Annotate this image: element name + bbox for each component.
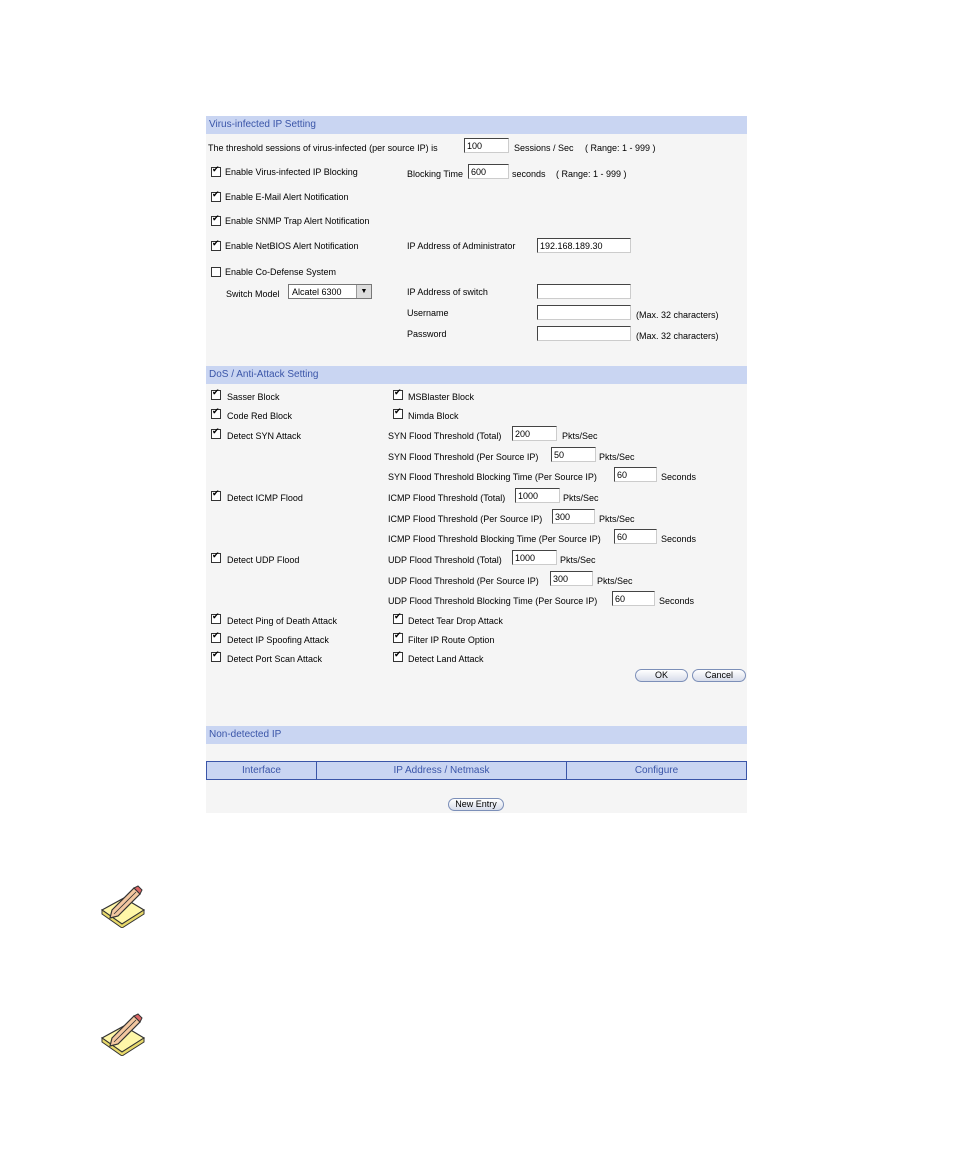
threshold-input[interactable] <box>464 138 509 153</box>
blocking-range: ( Range: 1 - 999 ) <box>556 169 627 179</box>
dropdown-arrow-icon[interactable]: ▼ <box>356 285 371 298</box>
icmp-src-label: ICMP Flood Threshold (Per Source IP) <box>388 514 543 524</box>
ping-death-checkbox[interactable] <box>211 614 221 624</box>
land-checkbox[interactable] <box>393 652 403 662</box>
username-input[interactable] <box>537 305 631 320</box>
syn-total-input[interactable] <box>512 426 557 441</box>
email-alert-label: Enable E-Mail Alert Notification <box>225 192 349 202</box>
syn-src-input[interactable] <box>551 447 596 462</box>
column-configure: Configure <box>634 765 679 776</box>
ping-death-label: Detect Ping of Death Attack <box>227 616 338 626</box>
codered-label: Code Red Block <box>227 411 293 421</box>
tear-drop-checkbox[interactable] <box>393 614 403 624</box>
icmp-checkbox[interactable] <box>211 491 221 501</box>
icmp-block-label: ICMP Flood Threshold Blocking Time (Per Source IP) <box>388 534 601 544</box>
cancel-button[interactable]: Cancel <box>692 669 746 682</box>
nondetected-section-header: Non-detected IP <box>206 726 747 744</box>
note-pencil-icon-2 <box>100 1012 146 1056</box>
land-label: Detect Land Attack <box>408 654 484 664</box>
syn-block-unit: Seconds <box>661 472 697 482</box>
syn-checkbox[interactable] <box>211 429 221 439</box>
switch-model-select[interactable] <box>288 284 372 299</box>
username-max-chars: (Max. 32 characters) <box>636 310 719 320</box>
note-pencil-icon <box>100 884 146 928</box>
ip-route-checkbox[interactable] <box>393 633 403 643</box>
ip-spoof-label: Detect IP Spoofing Attack <box>227 635 329 645</box>
codered-checkbox[interactable] <box>211 409 221 419</box>
port-scan-checkbox[interactable] <box>211 652 221 662</box>
column-interface: Interface <box>207 762 317 779</box>
udp-src-unit: Pkts/Sec <box>597 576 633 586</box>
icmp-src-unit: Pkts/Sec <box>599 514 635 524</box>
icmp-total-unit: Pkts/Sec <box>563 493 599 503</box>
udp-total-input[interactable] <box>512 550 557 565</box>
icmp-label: Detect ICMP Flood <box>227 493 303 503</box>
udp-total-unit: Pkts/Sec <box>560 555 596 565</box>
password-max-chars: (Max. 32 characters) <box>636 331 719 341</box>
udp-checkbox[interactable] <box>211 553 221 563</box>
admin-ip-label: IP Address of Administrator <box>407 241 516 251</box>
password-input[interactable] <box>537 326 631 341</box>
switch-model-label: Switch Model <box>226 289 280 299</box>
tear-drop-label: Detect Tear Drop Attack <box>408 616 503 626</box>
ok-button[interactable]: OK <box>635 669 688 682</box>
ip-route-label: Filter IP Route Option <box>408 635 495 645</box>
column-ip-netmask: IP Address / Netmask <box>317 762 567 779</box>
snmp-alert-checkbox[interactable] <box>211 216 221 226</box>
blocking-time-label: Blocking Time <box>407 169 464 179</box>
enable-blocking-checkbox[interactable] <box>211 167 221 177</box>
icmp-block-unit: Seconds <box>661 534 697 544</box>
new-entry-button[interactable]: New Entry <box>448 798 504 811</box>
udp-src-input[interactable] <box>550 571 593 586</box>
syn-total-unit: Pkts/Sec <box>562 431 598 441</box>
codefense-label: Enable Co-Defense System <box>225 267 337 277</box>
icmp-src-input[interactable] <box>552 509 595 524</box>
blocking-time-input[interactable] <box>468 164 509 179</box>
syn-block-label: SYN Flood Threshold Blocking Time (Per Source IP) <box>388 472 597 482</box>
admin-ip-input[interactable] <box>537 238 631 253</box>
enable-blocking-label: Enable Virus-infected IP Blocking <box>225 167 358 177</box>
msblaster-checkbox[interactable] <box>393 390 403 400</box>
threshold-unit: Sessions / Sec <box>514 143 574 153</box>
nondetected-table-header <box>206 761 747 780</box>
sasser-label: Sasser Block <box>227 392 280 402</box>
syn-block-input[interactable] <box>614 467 657 482</box>
password-label: Password <box>407 329 447 339</box>
udp-block-unit: Seconds <box>659 596 695 606</box>
icmp-total-label: ICMP Flood Threshold (Total) <box>388 493 506 503</box>
snmp-alert-label: Enable SNMP Trap Alert Notification <box>225 216 370 226</box>
switch-ip-input[interactable] <box>537 284 631 299</box>
sasser-checkbox[interactable] <box>211 390 221 400</box>
settings-panel <box>206 116 747 813</box>
switch-model-value: Alcatel 6300 <box>292 287 342 297</box>
dos-section-header: DoS / Anti-Attack Setting <box>206 366 747 384</box>
threshold-range: ( Range: 1 - 999 ) <box>585 143 656 153</box>
udp-total-label: UDP Flood Threshold (Total) <box>388 555 502 565</box>
udp-block-label: UDP Flood Threshold Blocking Time (Per Source IP) <box>388 596 598 606</box>
ip-spoof-checkbox[interactable] <box>211 633 221 643</box>
nimda-label: Nimda Block <box>408 411 459 421</box>
blocking-unit: seconds <box>512 169 546 179</box>
udp-block-input[interactable] <box>612 591 655 606</box>
username-label: Username <box>407 308 449 318</box>
netbios-alert-checkbox[interactable] <box>211 241 221 251</box>
threshold-label: The threshold sessions of virus-infected (per source IP) is <box>208 143 438 153</box>
msblaster-label: MSBlaster Block <box>408 392 475 402</box>
switch-ip-label: IP Address of switch <box>407 287 488 297</box>
udp-src-label: UDP Flood Threshold (Per Source IP) <box>388 576 539 586</box>
port-scan-label: Detect Port Scan Attack <box>227 654 323 664</box>
nimda-checkbox[interactable] <box>393 409 403 419</box>
icmp-total-input[interactable] <box>515 488 560 503</box>
codefense-checkbox[interactable] <box>211 267 221 277</box>
syn-label: Detect SYN Attack <box>227 431 302 441</box>
icmp-block-input[interactable] <box>614 529 657 544</box>
virus-section-header: Virus-infected IP Setting <box>206 116 747 134</box>
syn-src-label: SYN Flood Threshold (Per Source IP) <box>388 452 539 462</box>
syn-total-label: SYN Flood Threshold (Total) <box>388 431 502 441</box>
udp-label: Detect UDP Flood <box>227 555 300 565</box>
email-alert-checkbox[interactable] <box>211 192 221 202</box>
syn-src-unit: Pkts/Sec <box>599 452 635 462</box>
netbios-alert-label: Enable NetBIOS Alert Notification <box>225 241 359 251</box>
